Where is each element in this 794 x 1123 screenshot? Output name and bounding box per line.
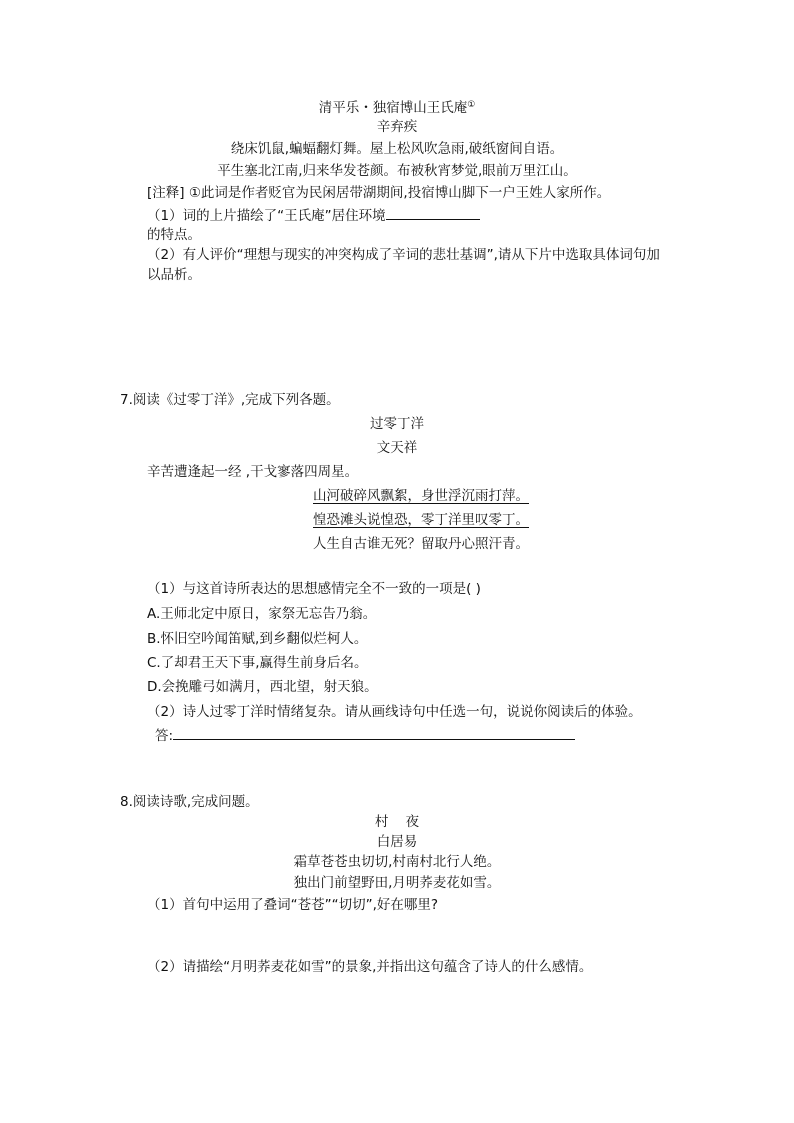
poem-title: 清平乐・独宿博山王氏庵① bbox=[318, 100, 476, 116]
question-line: （1）与这首诗所表达的思想感情完全不一致的一项是( ) bbox=[147, 581, 481, 597]
question-line: （1）词的上片描绘了“王氏庵”居住环境 bbox=[147, 206, 480, 225]
question-line: （1）首句中运用了叠词“苍苍”“切切”,好在哪里? bbox=[147, 897, 439, 913]
poem-line: 人生自古谁无死？留取丹心照汗青。 bbox=[313, 536, 529, 552]
footnote-marker: ① bbox=[467, 100, 476, 110]
question-line: 以品析。 bbox=[147, 267, 201, 283]
question-intro: 7.阅读《过零丁洋》,完成下列各题。 bbox=[120, 392, 340, 408]
question-line: 的特点。 bbox=[147, 227, 201, 243]
answer-blank[interactable] bbox=[386, 206, 480, 220]
option-a[interactable]: A.王师北定中原日，家祭无忘告乃翁。 bbox=[147, 606, 377, 622]
poem-line-underlined: 山河破碎风飘絮，身世浮沉雨打萍。 bbox=[313, 488, 529, 504]
poem-line: 绕床饥鼠,蝙蝠翻灯舞。屋上松风吹急雨,破纸窗间自语。 bbox=[230, 141, 564, 157]
annotation: [注释] ①此词是作者贬官为民闲居带湖期间,投宿博山脚下一户王姓人家所作。 bbox=[147, 185, 611, 201]
option-b[interactable]: B.怀旧空吟闻笛赋,到乡翻似烂柯人。 bbox=[147, 631, 368, 647]
poem-author: 文天祥 bbox=[376, 440, 418, 456]
poem-line: 平生塞北江南,归来华发苍颜。布被秋宵梦觉,眼前万里江山。 bbox=[217, 163, 577, 179]
poem-title: 过零丁洋 bbox=[370, 416, 424, 432]
answer-blank[interactable] bbox=[173, 726, 575, 740]
poem-author: 白居易 bbox=[376, 834, 418, 850]
poem-author: 辛弃疾 bbox=[376, 119, 418, 135]
question-line: （2）请描绘“月明荞麦花如雪”的景象,并指出这句蕴含了诗人的什么感情。 bbox=[147, 959, 593, 975]
answer-line: 答: bbox=[155, 726, 575, 745]
question-line: （2）有人评价“理想与现实的冲突构成了辛词的悲壮基调”,请从下片中选取具体词句加 bbox=[147, 247, 660, 263]
question-intro: 8.阅读诗歌,完成问题。 bbox=[120, 794, 259, 810]
poem-line: 独出门前望野田,月明荞麦花如雪。 bbox=[293, 875, 501, 891]
poem-line-underlined: 惶恐滩头说惶恐，零丁洋里叹零丁。 bbox=[313, 512, 529, 528]
question-line: （2）诗人过零丁洋时情绪复杂。请从画线诗句中任选一句，说说你阅读后的体验。 bbox=[147, 704, 642, 720]
option-c[interactable]: C.了却君王天下事,赢得生前身后名。 bbox=[147, 655, 368, 671]
poem-line: 辛苦遭逢起一经 ,干戈寥落四周星。 bbox=[147, 464, 359, 480]
poem-line: 霜草苍苍虫切切,村南村北行人绝。 bbox=[293, 854, 501, 870]
option-d[interactable]: D.会挽雕弓如满月，西北望，射天狼。 bbox=[147, 679, 378, 695]
poem-title: 村 夜 bbox=[374, 814, 420, 830]
